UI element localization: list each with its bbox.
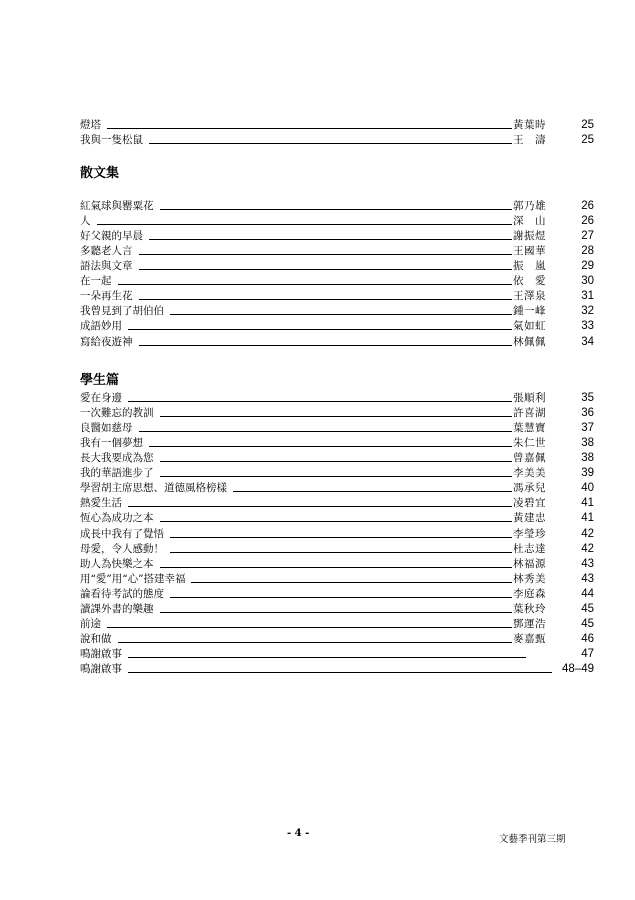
toc-entry-author: 馮承兒 xyxy=(513,482,546,495)
toc-entry[interactable] xyxy=(80,274,594,289)
toc-entry[interactable] xyxy=(80,557,594,572)
toc-leader-line xyxy=(118,284,512,285)
toc-entry-page: 26 xyxy=(581,200,594,212)
toc-leader-line xyxy=(128,506,512,507)
toc-entry[interactable] xyxy=(80,199,594,214)
toc-entry-author: 李庭森 xyxy=(513,587,546,600)
toc-entry-page: 37 xyxy=(581,422,594,435)
toc-entry-title: 人 xyxy=(80,215,91,228)
toc-entry[interactable] xyxy=(80,421,594,436)
toc-entry-page: 41 xyxy=(581,512,594,525)
toc-entry-author: 王澤泉 xyxy=(513,290,546,303)
toc-entry-page: 42 xyxy=(581,527,594,540)
toc-entry-title: 我與一隻松鼠 xyxy=(80,134,143,147)
toc-leader-line xyxy=(139,269,512,270)
toc-entry-author: 曾嘉佩 xyxy=(513,452,546,465)
toc-entry-title: 母愛，令人感動！ xyxy=(80,542,164,555)
toc-entry-page: 30 xyxy=(581,275,594,288)
toc-entry-author: 王 濤 xyxy=(513,134,546,147)
toc-entry[interactable] xyxy=(80,229,594,244)
toc-entry-page: 31 xyxy=(581,290,594,303)
toc-leader-line xyxy=(160,521,512,522)
toc-entry-page: 46 xyxy=(581,632,594,645)
toc-entry-page: 25 xyxy=(581,134,594,147)
toc-entry-page: 28 xyxy=(581,245,594,258)
toc-entry-author: 黃建忠 xyxy=(513,512,546,525)
toc-entry-title: 學習胡主席思想、道德風格榜樣 xyxy=(80,482,227,495)
toc-entry-title: 在一起 xyxy=(80,275,112,288)
toc-entry-author: 凌碧宜 xyxy=(513,497,546,510)
toc-leader-line xyxy=(191,582,512,583)
toc-entry-page: 33 xyxy=(581,320,594,333)
toc-entry-title: 我有一個夢想 xyxy=(80,437,143,450)
toc-entry[interactable] xyxy=(80,572,594,587)
toc-entry-author: 氣如虹 xyxy=(513,320,546,333)
toc-entry-page: 38 xyxy=(581,452,594,465)
toc-entry-page: 25 xyxy=(581,119,594,131)
toc-entry[interactable] xyxy=(80,244,594,259)
toc-entry-title: 鳴謝啟事 xyxy=(80,662,122,675)
toc-leader-line xyxy=(118,642,512,643)
toc-entry-title: 愛在身邊 xyxy=(80,392,122,404)
toc-leader-line xyxy=(97,224,512,225)
toc-entry-page: 48–49 xyxy=(562,662,594,675)
toc-entry-title: 多聽老人言 xyxy=(80,245,133,258)
toc-entry[interactable] xyxy=(80,391,594,406)
toc-entry-author: 張順利 xyxy=(513,392,546,404)
toc-entry[interactable] xyxy=(80,451,594,466)
toc-entry-page: 43 xyxy=(581,572,594,585)
toc-entry-title: 一朵再生花 xyxy=(80,290,133,303)
toc-entry-page: 32 xyxy=(581,305,594,318)
toc-entry-author: 許喜湖 xyxy=(513,407,546,420)
toc-entry[interactable] xyxy=(80,647,594,662)
toc-entry-author: 依 愛 xyxy=(513,275,546,288)
toc-entry-page: 26 xyxy=(581,215,594,228)
toc-leader-line xyxy=(170,552,512,553)
toc-entry-title: 紅氣球與罌粟花 xyxy=(80,200,154,212)
toc-leader-line xyxy=(170,597,512,598)
toc-entry-title: 鳴謝啟事 xyxy=(80,647,122,660)
toc-leader-line xyxy=(139,254,512,255)
toc-entry[interactable] xyxy=(80,496,594,511)
section-heading: 學生篇 xyxy=(80,373,120,388)
toc-entry-title: 我曾見到了胡伯伯 xyxy=(80,305,164,318)
section-heading: 散文集 xyxy=(80,166,120,181)
toc-entry[interactable] xyxy=(80,289,594,304)
toc-leader-line xyxy=(160,461,512,462)
toc-entry-title: 前途 xyxy=(80,617,101,630)
toc-entry-author: 深 山 xyxy=(513,215,546,228)
toc-entry-author: 謝振煜 xyxy=(513,230,546,243)
toc-leader-line xyxy=(139,299,512,300)
toc-entry[interactable] xyxy=(80,133,594,148)
toc-entry[interactable] xyxy=(80,481,594,496)
toc-entry[interactable] xyxy=(80,214,594,229)
toc-entry-title: 成長中我有了覺悟 xyxy=(80,527,164,540)
toc-entry-title: 燈塔 xyxy=(80,119,101,131)
toc-leader-line xyxy=(107,627,512,628)
toc-entry-title: 我的華語進步了 xyxy=(80,467,154,480)
toc-entry-author: 麥嘉甄 xyxy=(513,632,546,645)
toc-entry-page: 47 xyxy=(581,647,594,660)
toc-entry-page: 38 xyxy=(581,437,594,450)
toc-entry-title: 讀課外書的樂趣 xyxy=(80,602,154,615)
toc-entry[interactable] xyxy=(80,466,594,481)
toc-entry[interactable] xyxy=(80,662,594,677)
toc-leader-line xyxy=(160,209,512,210)
toc-entry-author: 林秀美 xyxy=(513,572,546,585)
toc-entry-author: 鍾一峰 xyxy=(513,305,546,318)
toc-entry-author: 林福源 xyxy=(513,557,546,570)
toc-entry[interactable] xyxy=(80,617,594,632)
toc-entry-author: 黃葉時 xyxy=(513,119,546,131)
toc-entry[interactable] xyxy=(80,259,594,274)
toc-entry-page: 43 xyxy=(581,557,594,570)
toc-leader-line xyxy=(160,612,512,613)
toc-entry-title: 用“愛”用“心”搭建幸福 xyxy=(80,572,186,585)
toc-entry-page: 35 xyxy=(581,392,594,404)
footer-page-number: - 4 - xyxy=(287,828,310,839)
toc-entry-title: 恆心為成功之本 xyxy=(80,512,154,525)
toc-entry-page: 41 xyxy=(581,497,594,510)
toc-entry[interactable] xyxy=(80,542,594,557)
toc-entry-title: 成語妙用 xyxy=(80,320,122,333)
toc-entry-author: 朱仁世 xyxy=(513,437,546,450)
toc-leader-line xyxy=(233,491,512,492)
toc-entry-author: 杜志達 xyxy=(513,542,546,555)
toc-entry-author: 林佩佩 xyxy=(513,335,546,348)
toc-entry-author: 王國華 xyxy=(513,245,546,258)
toc-leader-line xyxy=(149,239,512,240)
toc-entry[interactable] xyxy=(80,304,594,319)
toc-entry-author: 葉慧寶 xyxy=(513,422,546,435)
toc-leader-line xyxy=(170,314,512,315)
toc-leader-line xyxy=(149,446,512,447)
toc-leader-line xyxy=(160,567,512,568)
toc-entry-title: 好父親的早晨 xyxy=(80,230,143,243)
toc-entry-page: 34 xyxy=(581,335,594,348)
toc-entry-author: 葉秋玲 xyxy=(513,602,546,615)
toc-leader-line xyxy=(139,345,512,346)
toc-entry-title: 熱愛生活 xyxy=(80,497,122,510)
toc-entry-page: 39 xyxy=(581,467,594,480)
toc-entry[interactable] xyxy=(80,587,594,602)
toc-entry-title: 一次難忘的教訓 xyxy=(80,407,154,420)
toc-entry-title: 語法與文章 xyxy=(80,260,133,273)
toc-entry[interactable] xyxy=(80,406,594,421)
footer-journal-name: 文藝季刊第三期 xyxy=(499,834,566,845)
toc-entry-title: 良醫如慈母 xyxy=(80,422,133,435)
toc-entry-page: 45 xyxy=(581,617,594,630)
toc-leader-line xyxy=(160,476,512,477)
toc-entry-author: 振 嵐 xyxy=(513,260,546,273)
toc-entry[interactable] xyxy=(80,436,594,451)
toc-entry-author: 李瑩珍 xyxy=(513,527,546,540)
toc-leader-line xyxy=(170,537,512,538)
toc-entry-page: 42 xyxy=(581,542,594,555)
toc-entry-title: 助人為快樂之本 xyxy=(80,557,154,570)
toc-entry-page: 36 xyxy=(581,407,594,420)
toc-entry[interactable] xyxy=(80,527,594,542)
toc-entry-title: 說和做 xyxy=(80,632,112,645)
toc-entry-page: 27 xyxy=(581,230,594,243)
toc-entry[interactable] xyxy=(80,118,594,133)
toc-entry-page: 45 xyxy=(581,602,594,615)
toc-leader-line xyxy=(139,431,512,432)
toc-leader-line xyxy=(160,416,512,417)
toc-leader-line xyxy=(128,329,512,330)
toc-entry-title: 長大我要成為您 xyxy=(80,452,154,465)
toc-entry-author: 鄧運浩 xyxy=(513,617,546,630)
toc-entry-author: 李美美 xyxy=(513,467,546,480)
toc-entry-page: 40 xyxy=(581,482,594,495)
toc-leader-line xyxy=(149,143,512,144)
toc-entry-title: 論看待考試的態度 xyxy=(80,587,164,600)
toc-entry-page: 29 xyxy=(581,260,594,273)
toc-leader-line xyxy=(107,128,512,129)
toc-entry[interactable] xyxy=(80,632,594,647)
toc-leader-line xyxy=(128,672,552,673)
toc-entry-title: 寫給夜遊神 xyxy=(80,335,133,348)
toc-entry-page: 44 xyxy=(581,587,594,600)
toc-leader-line xyxy=(128,401,512,402)
toc-entry[interactable] xyxy=(80,602,594,617)
toc-entry-author: 郭乃雄 xyxy=(513,200,546,212)
toc-entry[interactable] xyxy=(80,335,594,350)
toc-entry[interactable] xyxy=(80,319,594,334)
toc-entry[interactable] xyxy=(80,511,594,526)
toc-leader-line xyxy=(128,657,526,658)
